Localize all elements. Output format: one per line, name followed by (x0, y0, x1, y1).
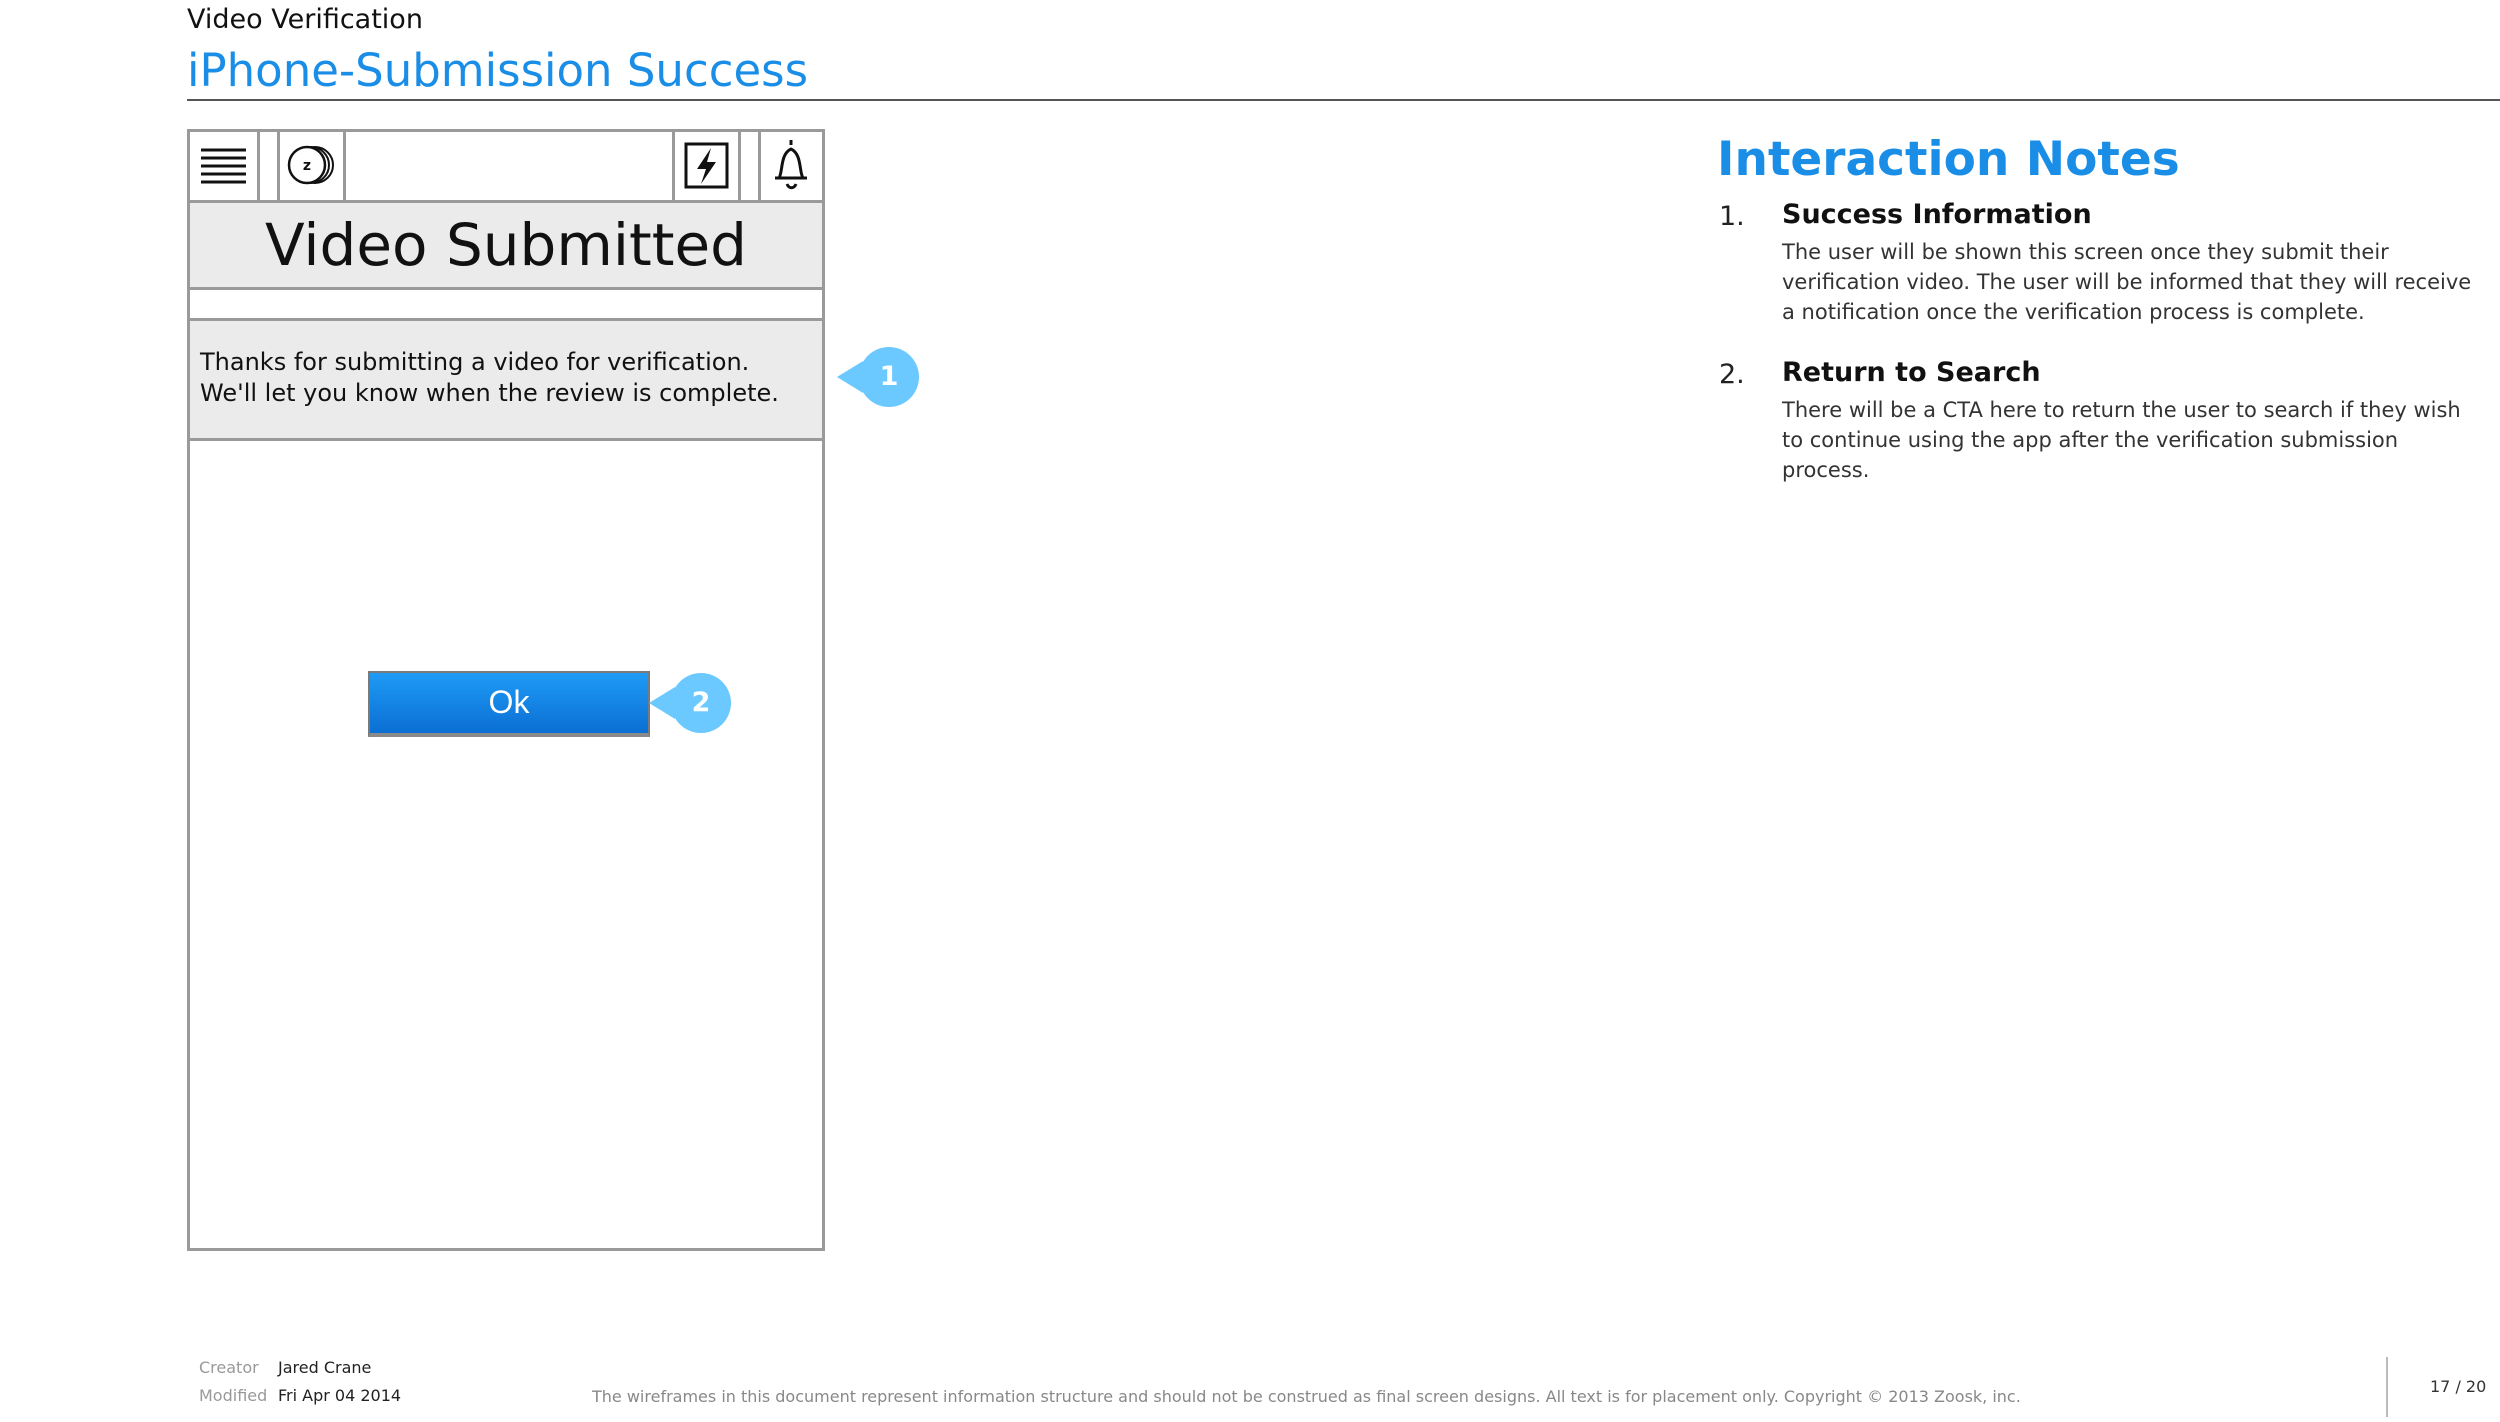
screen-title: Video Submitted (190, 203, 822, 290)
note-1-heading: Success Information (1782, 199, 2092, 230)
topbar-spacer-cell (260, 132, 280, 200)
footer-divider (2386, 1357, 2388, 1417)
note-2-number: 2. (1719, 359, 1745, 390)
note-2-body: There will be a CTA here to return the user to search if they wish to continue using the app after the verification submission process. (1782, 398, 2461, 482)
callout-1: 1 (859, 347, 919, 407)
svg-text:z: z (302, 158, 312, 174)
lightning-icon (675, 132, 738, 200)
note-1-body: The user will be shown this screen once they submit their verification video. The user will be informed that they will receive a notification once the verification process is complete. (1782, 240, 2472, 324)
page-number: 17 / 20 (2430, 1377, 2487, 1396)
notes-title: Interaction Notes (1717, 132, 2180, 187)
note-1-number: 1. (1719, 201, 1745, 232)
success-message: Thanks for submitting a video for verification. We'll let you know when the review is complete. (190, 321, 822, 441)
spacer-band (190, 290, 822, 321)
topbar-spacer-cell-right (741, 132, 761, 200)
modified-date: Fri Apr 04 2014 (278, 1386, 402, 1405)
notifications-button[interactable] (761, 132, 822, 200)
boost-button[interactable] (672, 132, 741, 200)
menu-icon (190, 132, 260, 200)
menu-button[interactable] (190, 132, 260, 200)
creator-label: Creator (199, 1358, 259, 1377)
page-title: iPhone-Submission Success (187, 44, 809, 97)
footer-disclaimer: The wireframes in this document represent information structure and should not be construed as final screen designs. All text is for placement only. Copyright © 2013 Zoosk, inc. (592, 1387, 2021, 1406)
note-2-heading: Return to Search (1782, 357, 2041, 388)
app-top-bar (190, 132, 822, 203)
phone-wireframe (187, 129, 825, 1251)
header-divider (187, 99, 2500, 101)
callout-2: 2 (671, 673, 731, 733)
section-label: Video Verification (187, 4, 423, 35)
creator-name: Jared Crane (278, 1358, 372, 1377)
bell-icon (761, 132, 822, 200)
coins-button[interactable] (280, 132, 346, 200)
modified-label: Modified (199, 1386, 268, 1405)
ok-button[interactable]: Ok (368, 671, 650, 737)
zoosk-coin-icon (280, 132, 343, 200)
